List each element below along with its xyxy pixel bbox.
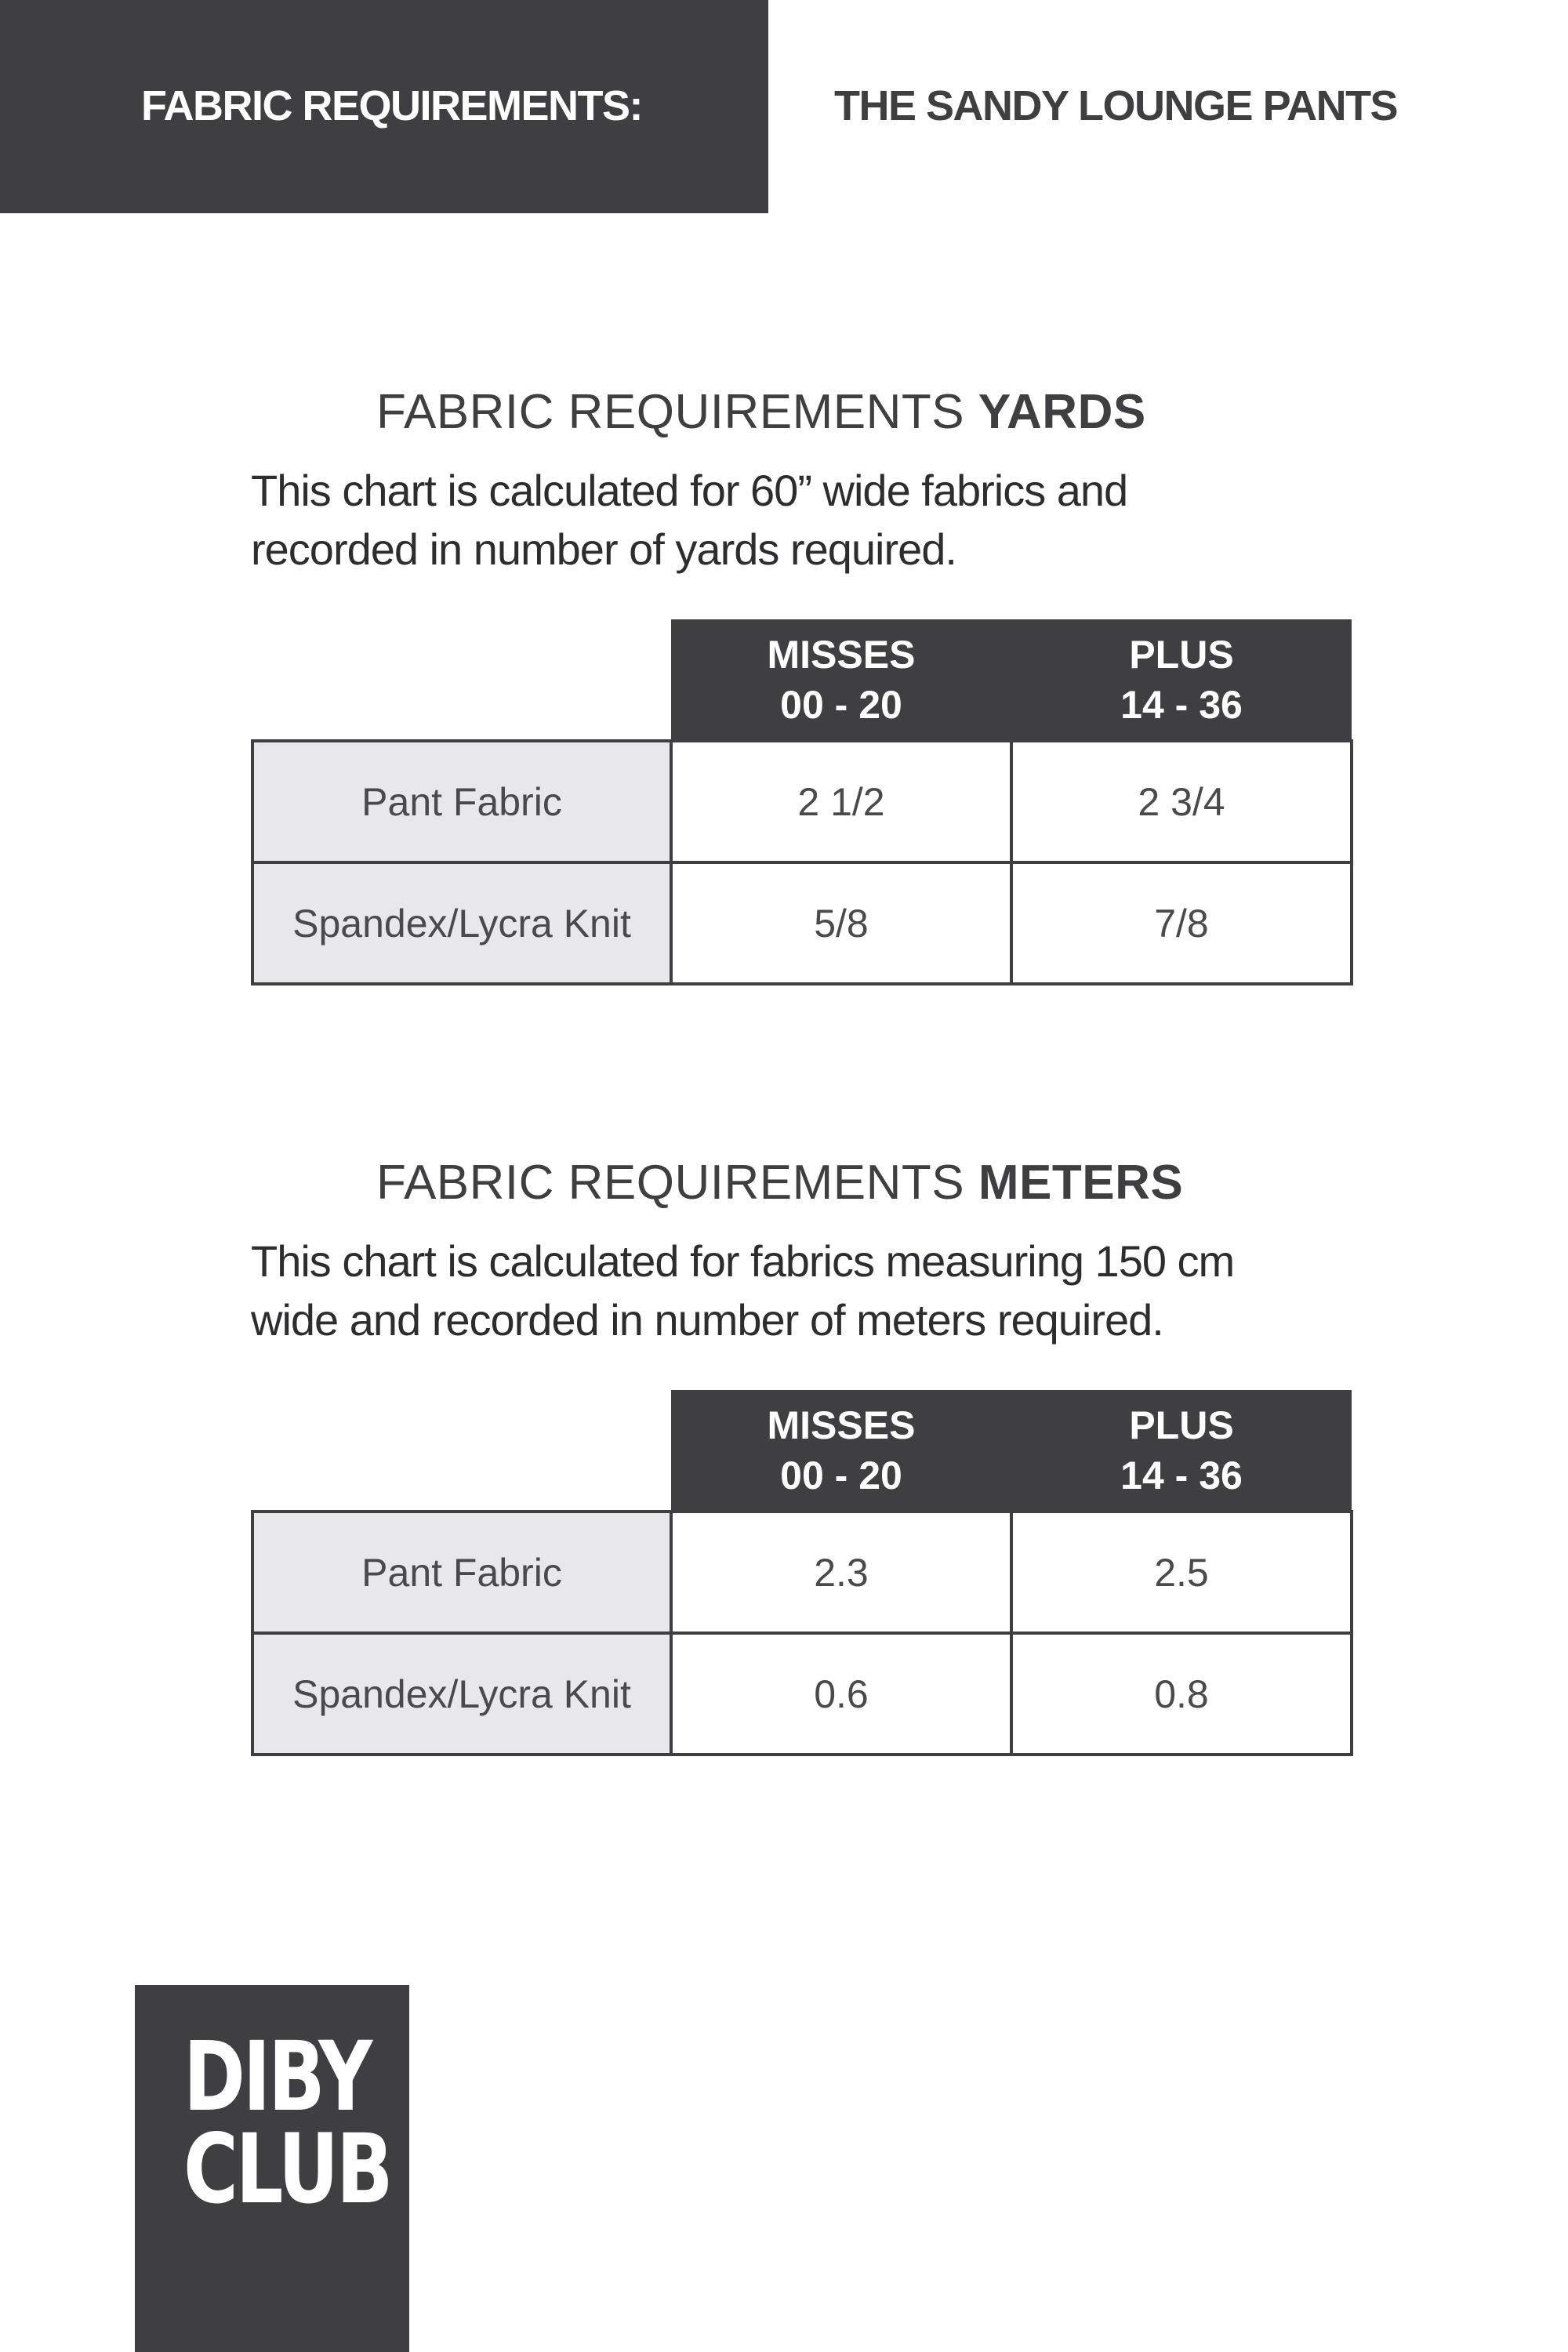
table-row xyxy=(252,1633,1352,1755)
table-row xyxy=(252,1512,1352,1633)
column-header-plus: PLUS 14 - 36 xyxy=(1011,619,1352,741)
row-label: Pant Fabric xyxy=(252,1512,671,1633)
table-cell: 0.8 xyxy=(1011,1633,1352,1755)
column-header-misses: MISSES 00 - 20 xyxy=(671,1390,1011,1512)
meters-description-line: This chart is calculated for fabrics measuring 150 cm xyxy=(251,1236,1235,1286)
column-header-misses: MISSES 00 - 20 xyxy=(671,619,1011,741)
table-cell: 2.3 xyxy=(671,1512,1011,1633)
table-row xyxy=(252,862,1352,984)
table-cell: 2 1/2 xyxy=(671,741,1011,862)
brand-logo-text: DIBY CLUB xyxy=(183,2021,391,2225)
meters-description-line: wide and recorded in number of meters required. xyxy=(251,1295,1163,1345)
table-corner xyxy=(252,1390,671,1512)
table-header-row xyxy=(252,1390,1352,1512)
table-cell: 7/8 xyxy=(1011,862,1352,984)
pattern-title: THE SANDY LOUNGE PANTS xyxy=(834,82,1398,129)
yards-section-title: FABRIC REQUIREMENTS YARDS xyxy=(376,385,1146,439)
meters-section-title: FABRIC REQUIREMENTS METERS xyxy=(376,1156,1184,1210)
brand-logo xyxy=(135,1985,409,2352)
meters-description xyxy=(251,1232,1348,1349)
row-label: Spandex/Lycra Knit xyxy=(252,1633,671,1755)
meters-table xyxy=(251,1390,1353,1756)
row-label: Spandex/Lycra Knit xyxy=(252,862,671,984)
header-left-label: FABRIC REQUIREMENTS: xyxy=(141,82,643,129)
yards-description-line: This chart is calculated for 60” wide fabrics and xyxy=(251,466,1128,515)
table-cell: 2 3/4 xyxy=(1011,741,1352,862)
column-header-plus: PLUS 14 - 36 xyxy=(1011,1390,1352,1512)
table-cell: 0.6 xyxy=(671,1633,1011,1755)
table-cell: 2.5 xyxy=(1011,1512,1352,1633)
table-header-row xyxy=(252,619,1352,741)
table-row xyxy=(252,741,1352,862)
table-cell: 5/8 xyxy=(671,862,1011,984)
row-label: Pant Fabric xyxy=(252,741,671,862)
yards-description-line: recorded in number of yards required. xyxy=(251,524,956,574)
yards-description xyxy=(251,461,1348,579)
table-corner xyxy=(252,619,671,741)
yards-table xyxy=(251,619,1353,985)
